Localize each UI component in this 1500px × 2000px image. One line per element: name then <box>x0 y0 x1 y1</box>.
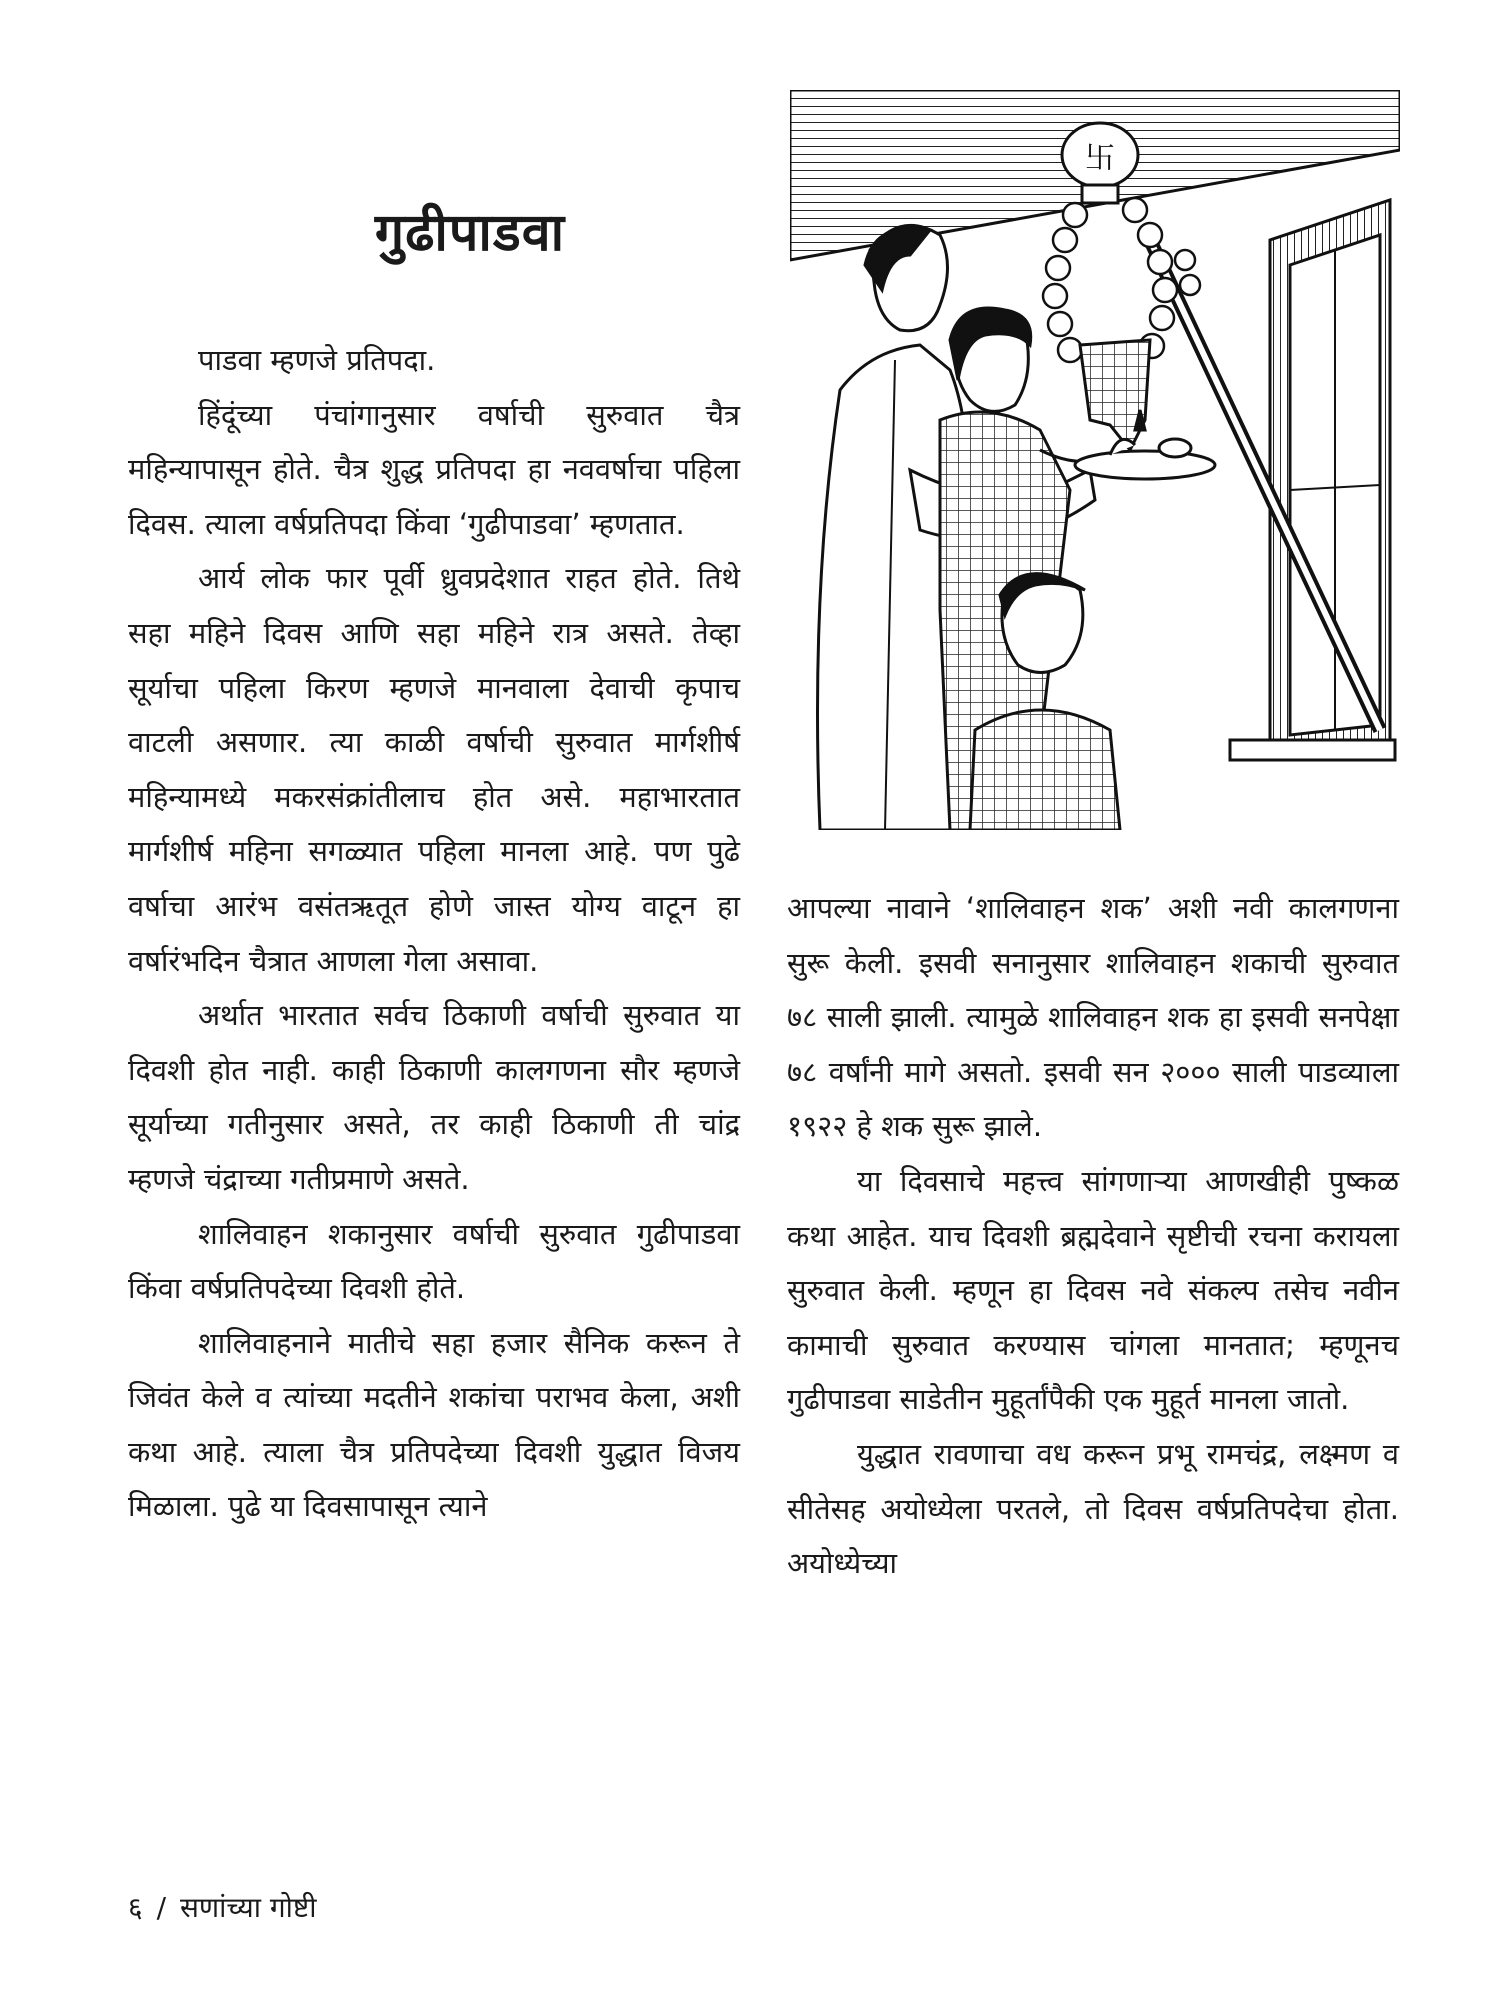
paragraph: अर्थात भारतात सर्वच ठिकाणी वर्षाची सुरुवात या दिवशी होत नाही. काही ठिकाणी कालगणना सौर म्हणजे सूर्याच्या गतीनुसार असते, तर काही ठिकाणी ती चांद्र म्हणजे चंद्राच्या गतीप्रमाणे असते. <box>128 998 741 1196</box>
right-text-column <box>787 881 1399 1591</box>
book-title: सणांच्या गोष्टी <box>180 1891 317 1924</box>
paragraph: शालिवाहन शकानुसार वर्षाची सुरुवात गुढीपाडवा किंवा वर्षप्रतिपदेच्या दिवशी होते. <box>128 1216 740 1306</box>
page-footer <box>128 1888 317 1926</box>
window-frame <box>1230 200 1395 760</box>
paragraph: हिंदूंच्या पंचांगानुसार वर्षाची सुरुवात चैत्र महिन्यापासून होते. चैत्र शुद्ध प्रतिपदा हा नववर्षाचा पहिला दिवस. त्याला वर्षप्रतिपदा किंवा ‘गुढीपाडवा’ म्हणतात. <box>128 397 740 541</box>
paragraph: या दिवसाचे महत्त्व सांगणाऱ्या आणखीही पुष्कळ कथा आहेत. याच दिवशी ब्रह्मदेवाने सृष्टीची रचना करायला सुरुवात केली. म्हणून हा दिवस नवे संकल्प तसेच नवीन कामाची सुरुवात करण्यास चांगला मानतात; म्हणूनच गुढीपाडवा साडेतीन मुहूर्तांपैकी एक मुहूर्त मानला जातो. <box>787 1163 1399 1417</box>
gudi-cloth <box>1080 340 1150 450</box>
page-title: गुढीपाडवा <box>374 203 566 263</box>
paragraph: शालिवाहनाने मातीचे सहा हजार सैनिक करून ते जिवंत केले व त्यांच्या मदतीने शकांचा पराभव केला, अशी कथा आहे. त्याला चैत्र प्रतिपदेच्या दिवशी युद्धात विजय मिळाला. पुढे या दिवसापासून त्याने <box>128 1325 740 1524</box>
left-text-column <box>128 333 740 1534</box>
paragraph: पाडवा म्हणजे प्रतिपदा. <box>198 343 436 377</box>
paragraph: आर्य लोक फार पूर्वी ध्रुवप्रदेशात राहत होते. तिथे सहा महिने दिवस आणि सहा महिने रात्र असते. तेव्हा सूर्याचा पहिला किरण म्हणजे मानवाला देवाची कृपाच वाटली असणार. त्या काळी वर्षाची सुरुवात मार्गशीर्ष महिन्यामध्ये मकरसंक्रांतीलाच होत असे. महाभारतात मार्गशीर्ष महिना सगळ्यात पहिला मानला आहे. पण पुढे वर्षाचा आरंभ वसंतऋतूत होणे जास्त योग्य वाटून हा वर्षारंभदिन चैत्रात आणला गेला असावा. <box>128 561 740 978</box>
family-gudi-illustration <box>790 90 1400 830</box>
paragraph: आपल्या नावाने ‘शालिवाहन शक’ अशी नवी कालगणना सुरू केली. इसवी सनानुसार शालिवाहन शकाची सुरुवात ७८ साली झाली. त्यामुळे शालिवाहन शक हा इसवी सनपेक्षा ७८ वर्षांनी मागे असतो. इसवी सन २००० साली पाडव्याला १९२२ हे शक सुरू झाले. <box>787 891 1399 1144</box>
paragraph: युद्धात रावणाचा वध करून प्रभू रामचंद्र, लक्ष्मण व सीतेसह अयोध्येला परतले, तो दिवस वर्षप्रतिपदेचा होता. अयोध्येच्या <box>787 1436 1399 1581</box>
svg-text:卐: 卐 <box>1085 141 1115 176</box>
page-number: ६ <box>128 1891 143 1924</box>
footer-separator: / <box>156 1891 166 1924</box>
